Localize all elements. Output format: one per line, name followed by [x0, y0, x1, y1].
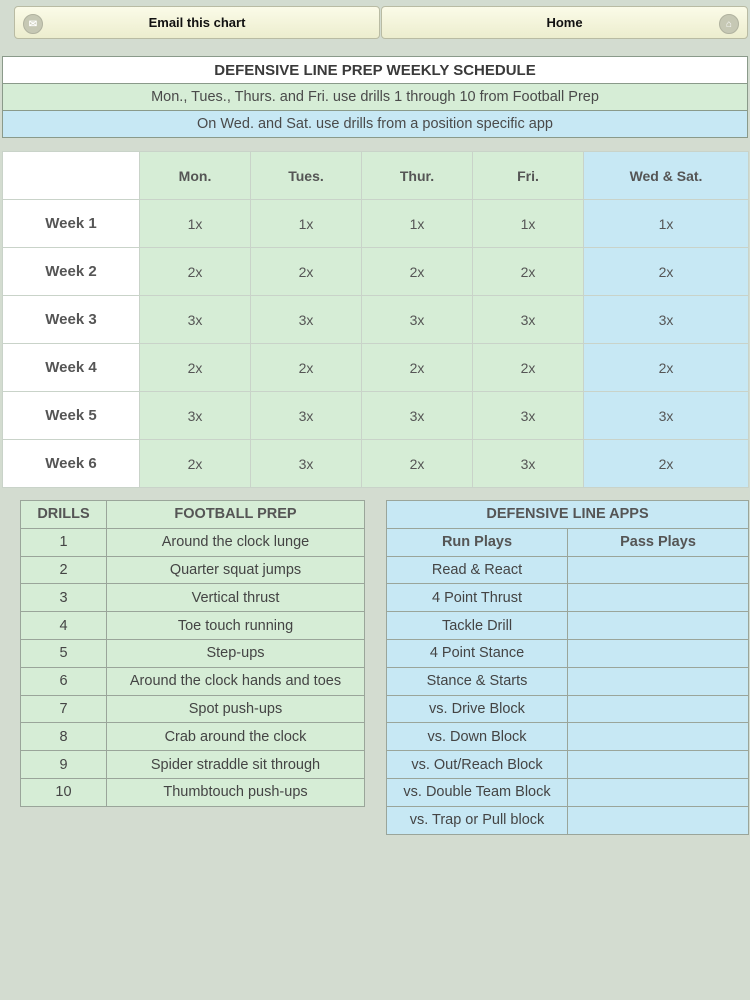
col-header-mon: Mon. — [140, 152, 251, 200]
weekly-schedule-table — [2, 151, 749, 488]
run-play-cell: vs. Double Team Block — [387, 778, 568, 806]
schedule-cell: 3x — [251, 440, 362, 488]
schedule-cell: 3x — [473, 296, 584, 344]
schedule-cell: 2x — [140, 440, 251, 488]
col-header-fri: Fri. — [473, 152, 584, 200]
drill-number: 3 — [21, 584, 107, 612]
schedule-cell: 3x — [251, 296, 362, 344]
schedule-row — [3, 296, 749, 344]
schedule-cell: 2x — [362, 344, 473, 392]
drill-name: Quarter squat jumps — [107, 556, 365, 584]
schedule-cell: 2x — [473, 344, 584, 392]
drill-name: Vertical thrust — [107, 584, 365, 612]
pass-play-cell — [568, 612, 749, 640]
schedule-cell: 2x — [584, 248, 749, 296]
schedule-cell: 2x — [251, 344, 362, 392]
drill-row — [21, 778, 365, 806]
drill-name: Around the clock hands and toes — [107, 667, 365, 695]
page-title: DEFENSIVE LINE PREP WEEKLY SCHEDULE — [2, 56, 748, 84]
schedule-banner — [2, 56, 748, 138]
schedule-row — [3, 440, 749, 488]
drill-name: Spider straddle sit through — [107, 751, 365, 779]
drill-row — [21, 695, 365, 723]
run-play-cell: 4 Point Stance — [387, 639, 568, 667]
pass-play-cell — [568, 639, 749, 667]
schedule-cell: 1x — [140, 200, 251, 248]
toolbar — [14, 6, 748, 40]
run-play-cell: vs. Down Block — [387, 723, 568, 751]
drill-name: Thumbtouch push-ups — [107, 778, 365, 806]
apps-title: DEFENSIVE LINE APPS — [387, 501, 749, 529]
pass-play-cell — [568, 778, 749, 806]
schedule-cell: 2x — [473, 248, 584, 296]
run-play-cell: vs. Drive Block — [387, 695, 568, 723]
drill-row — [21, 751, 365, 779]
apps-row — [387, 667, 749, 695]
drill-number: 8 — [21, 723, 107, 751]
apps-row — [387, 723, 749, 751]
col-header-thur: Thur. — [362, 152, 473, 200]
drill-row — [21, 639, 365, 667]
schedule-cell: 3x — [140, 296, 251, 344]
pass-play-cell — [568, 584, 749, 612]
drill-name: Around the clock lunge — [107, 528, 365, 556]
drill-name: Step-ups — [107, 639, 365, 667]
apps-row — [387, 751, 749, 779]
drill-number: 2 — [21, 556, 107, 584]
football-prep-header: FOOTBALL PREP — [107, 501, 365, 529]
drill-name: Toe touch running — [107, 612, 365, 640]
run-play-cell: 4 Point Thrust — [387, 584, 568, 612]
schedule-cell: 2x — [140, 344, 251, 392]
run-play-cell: Read & React — [387, 556, 568, 584]
week-label: Week 4 — [3, 344, 140, 392]
run-play-cell: Tackle Drill — [387, 612, 568, 640]
schedule-row — [3, 392, 749, 440]
schedule-row — [3, 344, 749, 392]
drill-number: 6 — [21, 667, 107, 695]
football-prep-drills-table — [20, 500, 365, 807]
apps-title-row — [387, 501, 749, 529]
apps-row — [387, 806, 749, 834]
drill-row — [21, 556, 365, 584]
schedule-row — [3, 200, 749, 248]
week-label: Week 1 — [3, 200, 140, 248]
col-header-tues: Tues. — [251, 152, 362, 200]
home-icon: ⌂ — [719, 14, 739, 34]
schedule-cell: 2x — [251, 248, 362, 296]
apps-row — [387, 584, 749, 612]
schedule-cell: 2x — [140, 248, 251, 296]
schedule-cell: 2x — [362, 248, 473, 296]
apps-row — [387, 778, 749, 806]
schedule-cell: 3x — [362, 392, 473, 440]
schedule-cell: 1x — [473, 200, 584, 248]
email-chart-label: Email this chart — [148, 15, 246, 30]
drill-row — [21, 612, 365, 640]
week-label: Week 6 — [3, 440, 140, 488]
schedule-cell: 1x — [362, 200, 473, 248]
drill-number: 5 — [21, 639, 107, 667]
schedule-cell: 3x — [584, 392, 749, 440]
drill-number: 7 — [21, 695, 107, 723]
drill-row — [21, 667, 365, 695]
apps-header-row — [387, 528, 749, 556]
apps-row — [387, 556, 749, 584]
schedule-cell: 2x — [584, 440, 749, 488]
pass-play-cell — [568, 556, 749, 584]
note-green: Mon., Tues., Thurs. and Fri. use drills 1 through 10 from Football Prep — [2, 84, 748, 111]
schedule-cell: 3x — [251, 392, 362, 440]
schedule-cell: 2x — [362, 440, 473, 488]
col-header-wed-sat: Wed & Sat. — [584, 152, 749, 200]
schedule-cell: 3x — [140, 392, 251, 440]
schedule-header-row — [3, 152, 749, 200]
home-button[interactable] — [381, 6, 748, 39]
defensive-line-apps-table — [386, 500, 749, 835]
drill-name: Crab around the clock — [107, 723, 365, 751]
apps-row — [387, 639, 749, 667]
schedule-cell: 3x — [473, 392, 584, 440]
run-play-cell: vs. Trap or Pull block — [387, 806, 568, 834]
schedule-cell: 2x — [584, 344, 749, 392]
note-blue: On Wed. and Sat. use drills from a position specific app — [2, 111, 748, 138]
drill-name: Spot push-ups — [107, 695, 365, 723]
drill-number: 4 — [21, 612, 107, 640]
email-chart-button[interactable] — [14, 6, 380, 39]
apps-row — [387, 612, 749, 640]
drill-row — [21, 528, 365, 556]
envelope-icon: ✉ — [23, 14, 43, 34]
home-label: Home — [546, 15, 583, 30]
pass-play-cell — [568, 667, 749, 695]
pass-plays-header: Pass Plays — [568, 528, 749, 556]
pass-play-cell — [568, 806, 749, 834]
run-plays-header: Run Plays — [387, 528, 568, 556]
schedule-cell: 3x — [584, 296, 749, 344]
run-play-cell: Stance & Starts — [387, 667, 568, 695]
schedule-cell: 1x — [584, 200, 749, 248]
week-label: Week 3 — [3, 296, 140, 344]
drill-row — [21, 723, 365, 751]
pass-play-cell — [568, 751, 749, 779]
pass-play-cell — [568, 695, 749, 723]
schedule-cell: 1x — [251, 200, 362, 248]
schedule-cell: 3x — [362, 296, 473, 344]
pass-play-cell — [568, 723, 749, 751]
drill-number: 1 — [21, 528, 107, 556]
corner-cell — [3, 152, 140, 200]
drills-header: DRILLS — [21, 501, 107, 529]
apps-row — [387, 695, 749, 723]
week-label: Week 5 — [3, 392, 140, 440]
schedule-row — [3, 248, 749, 296]
week-label: Week 2 — [3, 248, 140, 296]
drills-header-row — [21, 501, 365, 529]
drill-number: 10 — [21, 778, 107, 806]
run-play-cell: vs. Out/Reach Block — [387, 751, 568, 779]
drill-row — [21, 584, 365, 612]
schedule-cell: 3x — [473, 440, 584, 488]
drill-number: 9 — [21, 751, 107, 779]
